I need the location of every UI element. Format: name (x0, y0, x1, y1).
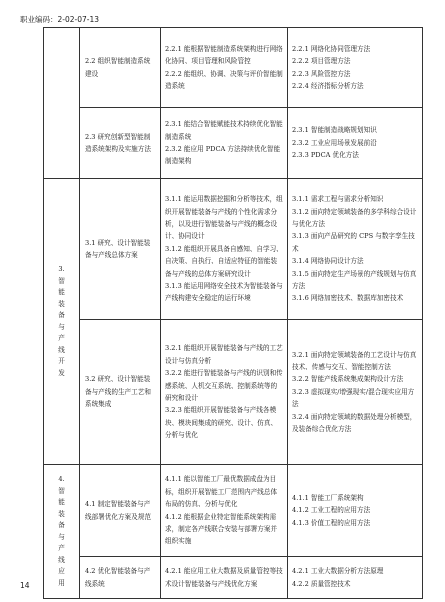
work-content-cell: 4.1 制定智能装备与产线部署优化方案及规范 (80, 465, 161, 557)
knowledge-item: 3.1.2 面向特定领域装备的多学科综合设计与优化方法 (292, 207, 417, 228)
skill-item: 3.1.1 能运用数据挖掘和分析等技术，组织开展智能装备与产线的个性化需求分析，以及进行智能装备与产线的概念设计、协同设计 (165, 195, 283, 241)
skill-requirements-cell (161, 108, 288, 179)
skill-requirements-cell (161, 179, 288, 320)
knowledge-item: 2.2.1 网络化协同管理方法 (292, 44, 371, 53)
knowledge-item: 2.3.3 PDCA 优化方法 (292, 151, 359, 160)
skill-item: 2.3.1 能结合智能赋能技术持续优化智能制造系统 (165, 120, 283, 141)
knowledge-cell (288, 465, 423, 557)
skill-item: 4.1.1 能以智能工厂最优数据成盘为目标，组织开展智能工厂范围内产线总体布局的仿真、分析与优化 (165, 475, 278, 509)
skill-item: 4.1.2 能根据企业特定智能系统架构需求，制定各产线联合安装与部署方案并组织实施 (165, 512, 278, 546)
work-area-label: 4. 智能装备与产线应用 (58, 475, 65, 587)
skill-requirements-cell (161, 557, 288, 599)
skill-item: 2.2.2 能组织、协调、决策与评价智能制造系统 (165, 69, 283, 90)
skill-item: 3.1.3 能运用网络安全技术为智能装备与产线构建安全稳定的运行环境 (165, 282, 283, 303)
table-row (44, 108, 423, 179)
knowledge-item: 4.2.1 工业大数据分析方法原理 (292, 567, 384, 576)
knowledge-item: 2.3.2 工业应用场景发展前沿 (292, 138, 377, 147)
skill-item: 3.2.2 能进行智能装备与产线的识别和传感系统、人机交互系统、控制系统等的研究和设计 (165, 369, 283, 402)
knowledge-cell (288, 108, 423, 179)
table-row (44, 465, 423, 557)
knowledge-cell (288, 320, 423, 465)
work-area-cell (44, 465, 80, 599)
knowledge-item: 3.2.3 虚拟现实/增强现实/混合现实应用方法 (292, 387, 415, 409)
knowledge-item: 4.1.2 工业工程的应用方法 (292, 506, 371, 515)
table-row (44, 179, 423, 320)
work-area-cell (44, 179, 80, 465)
skill-item: 3.2.1 能组织开展智能装备与产线的工艺设计与仿真分析 (165, 344, 283, 365)
table-row (44, 320, 423, 465)
knowledge-item: 4.1.1 智能工厂系统架构 (292, 493, 364, 502)
knowledge-cell (288, 557, 423, 599)
knowledge-item: 4.1.3 价值工程的应用方法 (292, 518, 371, 527)
work-content-cell: 2.3 研究创新型智能制造系统架构及实施方法 (80, 108, 161, 179)
occupation-code: 职业编码：2-02-07-13 (20, 15, 100, 24)
knowledge-item: 4.2.2 质量管控技术 (292, 579, 351, 588)
competency-table (43, 27, 423, 599)
work-content-cell: 3.1 研究、设计智能装备与产线总体方案 (80, 179, 161, 320)
knowledge-item: 2.2.4 经济指标分析方法 (292, 81, 364, 90)
table-row (44, 28, 423, 108)
work-content-cell: 4.2 优化智能装备与产线系统 (80, 557, 161, 599)
skill-requirements-cell (161, 465, 288, 557)
skill-item: 2.3.2 能应用 PDCA 方法持续优化智能制造架构 (165, 145, 281, 166)
work-content-cell: 2.2 组织智能制造系统建设 (80, 28, 161, 108)
work-content-cell: 3.2 研究、设计智能装备与产线的生产工艺和系统集成 (80, 320, 161, 465)
knowledge-item: 3.1.6 网络加密技术、数据库加密技术 (292, 294, 404, 303)
knowledge-item: 3.2.2 智能产线系统集成架构设计方法 (292, 375, 404, 384)
knowledge-item: 3.1.4 网络协同设计方法 (292, 257, 364, 266)
knowledge-cell (288, 179, 423, 320)
table-row (44, 557, 423, 599)
knowledge-item: 2.2.3 风险管控方法 (292, 69, 351, 78)
knowledge-item: 3.2.4 面向特定领域的数据处理分析模型，及装备综合优化方法 (292, 412, 417, 434)
knowledge-item: 3.1.3 面向产品研究的 CPS 与数字孪生技术 (292, 232, 415, 253)
knowledge-item: 2.3.1 智能制造战略规划知识 (292, 126, 377, 135)
knowledge-item: 3.1.5 面向特定生产场景的产线规划与仿真方法 (292, 269, 417, 291)
skill-item: 2.2.1 能根据智能制造系统架构进行网络化协同、项目管理和风险管控 (165, 44, 283, 66)
knowledge-item: 2.2.2 项目管理方法 (292, 57, 351, 66)
page-number: 14 (20, 581, 30, 590)
skill-item: 3.1.2 能组织开展具备自感知、自学习、自决策、自执行、自适应特征的智能装备与产线的总体方案研究设计 (165, 244, 283, 278)
knowledge-cell (288, 28, 423, 108)
knowledge-item: 3.2.1 面向特定领域装备的工艺设计与仿真技术、传感与交互、智能控制方法 (292, 350, 417, 371)
work-area-cell (44, 28, 80, 179)
knowledge-item: 3.1.1 需求工程与需求分析知识 (292, 195, 384, 204)
skill-item: 3.2.3 能组织开展智能装备与产线各模块、模块间集成的研究、设计、仿真、分析与优化 (165, 406, 278, 440)
skill-requirements-cell (161, 28, 288, 108)
work-area-label: 3. 智能装备与产线开发 (58, 265, 65, 377)
skill-requirements-cell (161, 320, 288, 465)
skill-item: 4.2.1 能应用工业大数据及质量管控等技术设计智能装备与产线优化方案 (165, 567, 283, 588)
